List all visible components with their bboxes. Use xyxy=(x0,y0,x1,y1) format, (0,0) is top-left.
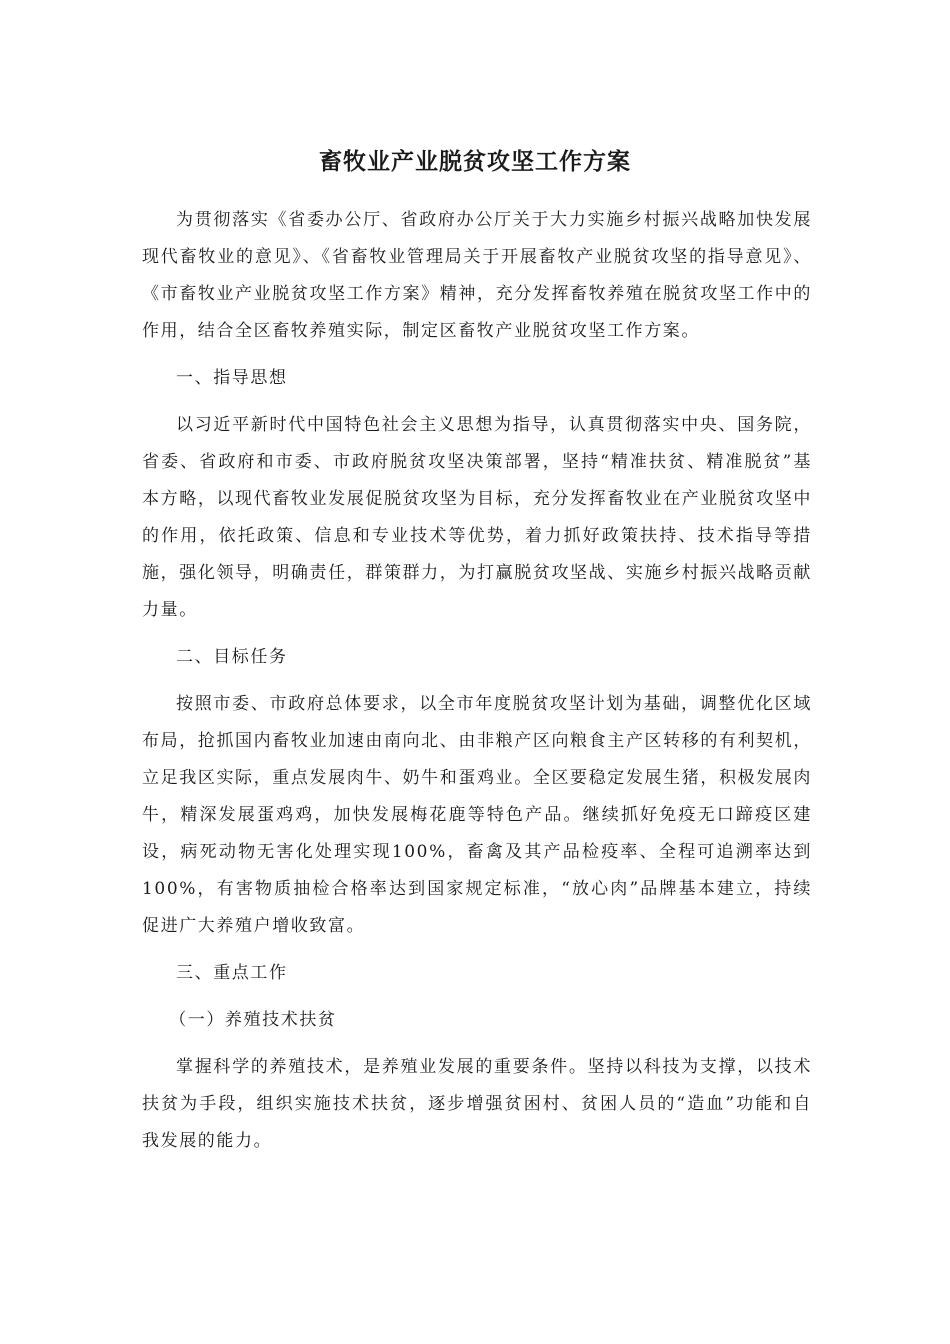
paragraph-guiding-ideology: 以习近平新时代中国特色社会主义思想为指导，认真贯彻落实中央、国务院，省委、省政府和市委、市政府脱贫攻坚决策部署，坚持“精准扶贫、精准脱贫”基本方略，以现代畜牧业发展促脱贫攻坚为目标，充分发挥畜牧业在产业脱贫攻坚中的作用，依托政策、信息和专业技术等优势，着力抓好政策扶持、技术指导等措施，强化领导，明确责任，群策群力，为打赢脱贫攻坚战、实施乡村振兴战略贡献力量。 xyxy=(142,415,812,620)
subsection-heading-tech-poverty-alleviation: （一）养殖技术扶贫 xyxy=(169,1010,337,1030)
section-heading-guiding-ideology: 一、指导思想 xyxy=(176,368,288,388)
document-title: 畜牧业产业脱贫攻坚工作方案 xyxy=(319,149,631,175)
paragraph-intro: 为贯彻落实《省委办公厅、省政府办公厅关于大力实施乡村振兴战略加快发展现代畜牧业的意见》、《省畜牧业管理局关于开展畜牧产业脱贫攻坚的指导意见》、《市畜牧业产业脱贫攻坚工作方案》精神，充分发挥畜牧养殖在脱贫攻坚工作中的作用，结合全区畜牧养殖实际，制定区畜牧产业脱贫攻坚工作方案。 xyxy=(142,210,812,341)
paragraph-objectives: 按照市委、市政府总体要求，以全市年度脱贫攻坚计划为基础，调整优化区域布局，抢抓国内畜牧业加速由南向北、由非粮产区向粮食主产区转移的有利契机，立足我区实际，重点发展肉牛、奶牛和蛋鸡业。全区要稳定发展生猪，积极发展肉牛，精深发展蛋鸡鸡，加快发展梅花鹿等特色产品。继续抓好免疫无口蹄疫区建设，病死动物无害化处理实现100%，畜禽及其产品检疫率、全程可追溯率达到100%，有害物质抽检合格率达到国家规定标准，“放心肉”品牌基本建立，持续促进广大养殖户增收致富。 xyxy=(142,694,812,936)
section-heading-objectives: 二、目标任务 xyxy=(176,647,288,667)
document-body xyxy=(142,202,812,1170)
section-heading-key-work: 三、重点工作 xyxy=(176,963,288,983)
paragraph-tech-poverty-alleviation: 掌握科学的养殖技术，是养殖业发展的重要条件。坚持以科技为支撑，以技术扶贫为手段，组织实施技术扶贫，逐步增强贫困村、贫困人员的“造血”功能和自我发展的能力。 xyxy=(142,1057,812,1151)
